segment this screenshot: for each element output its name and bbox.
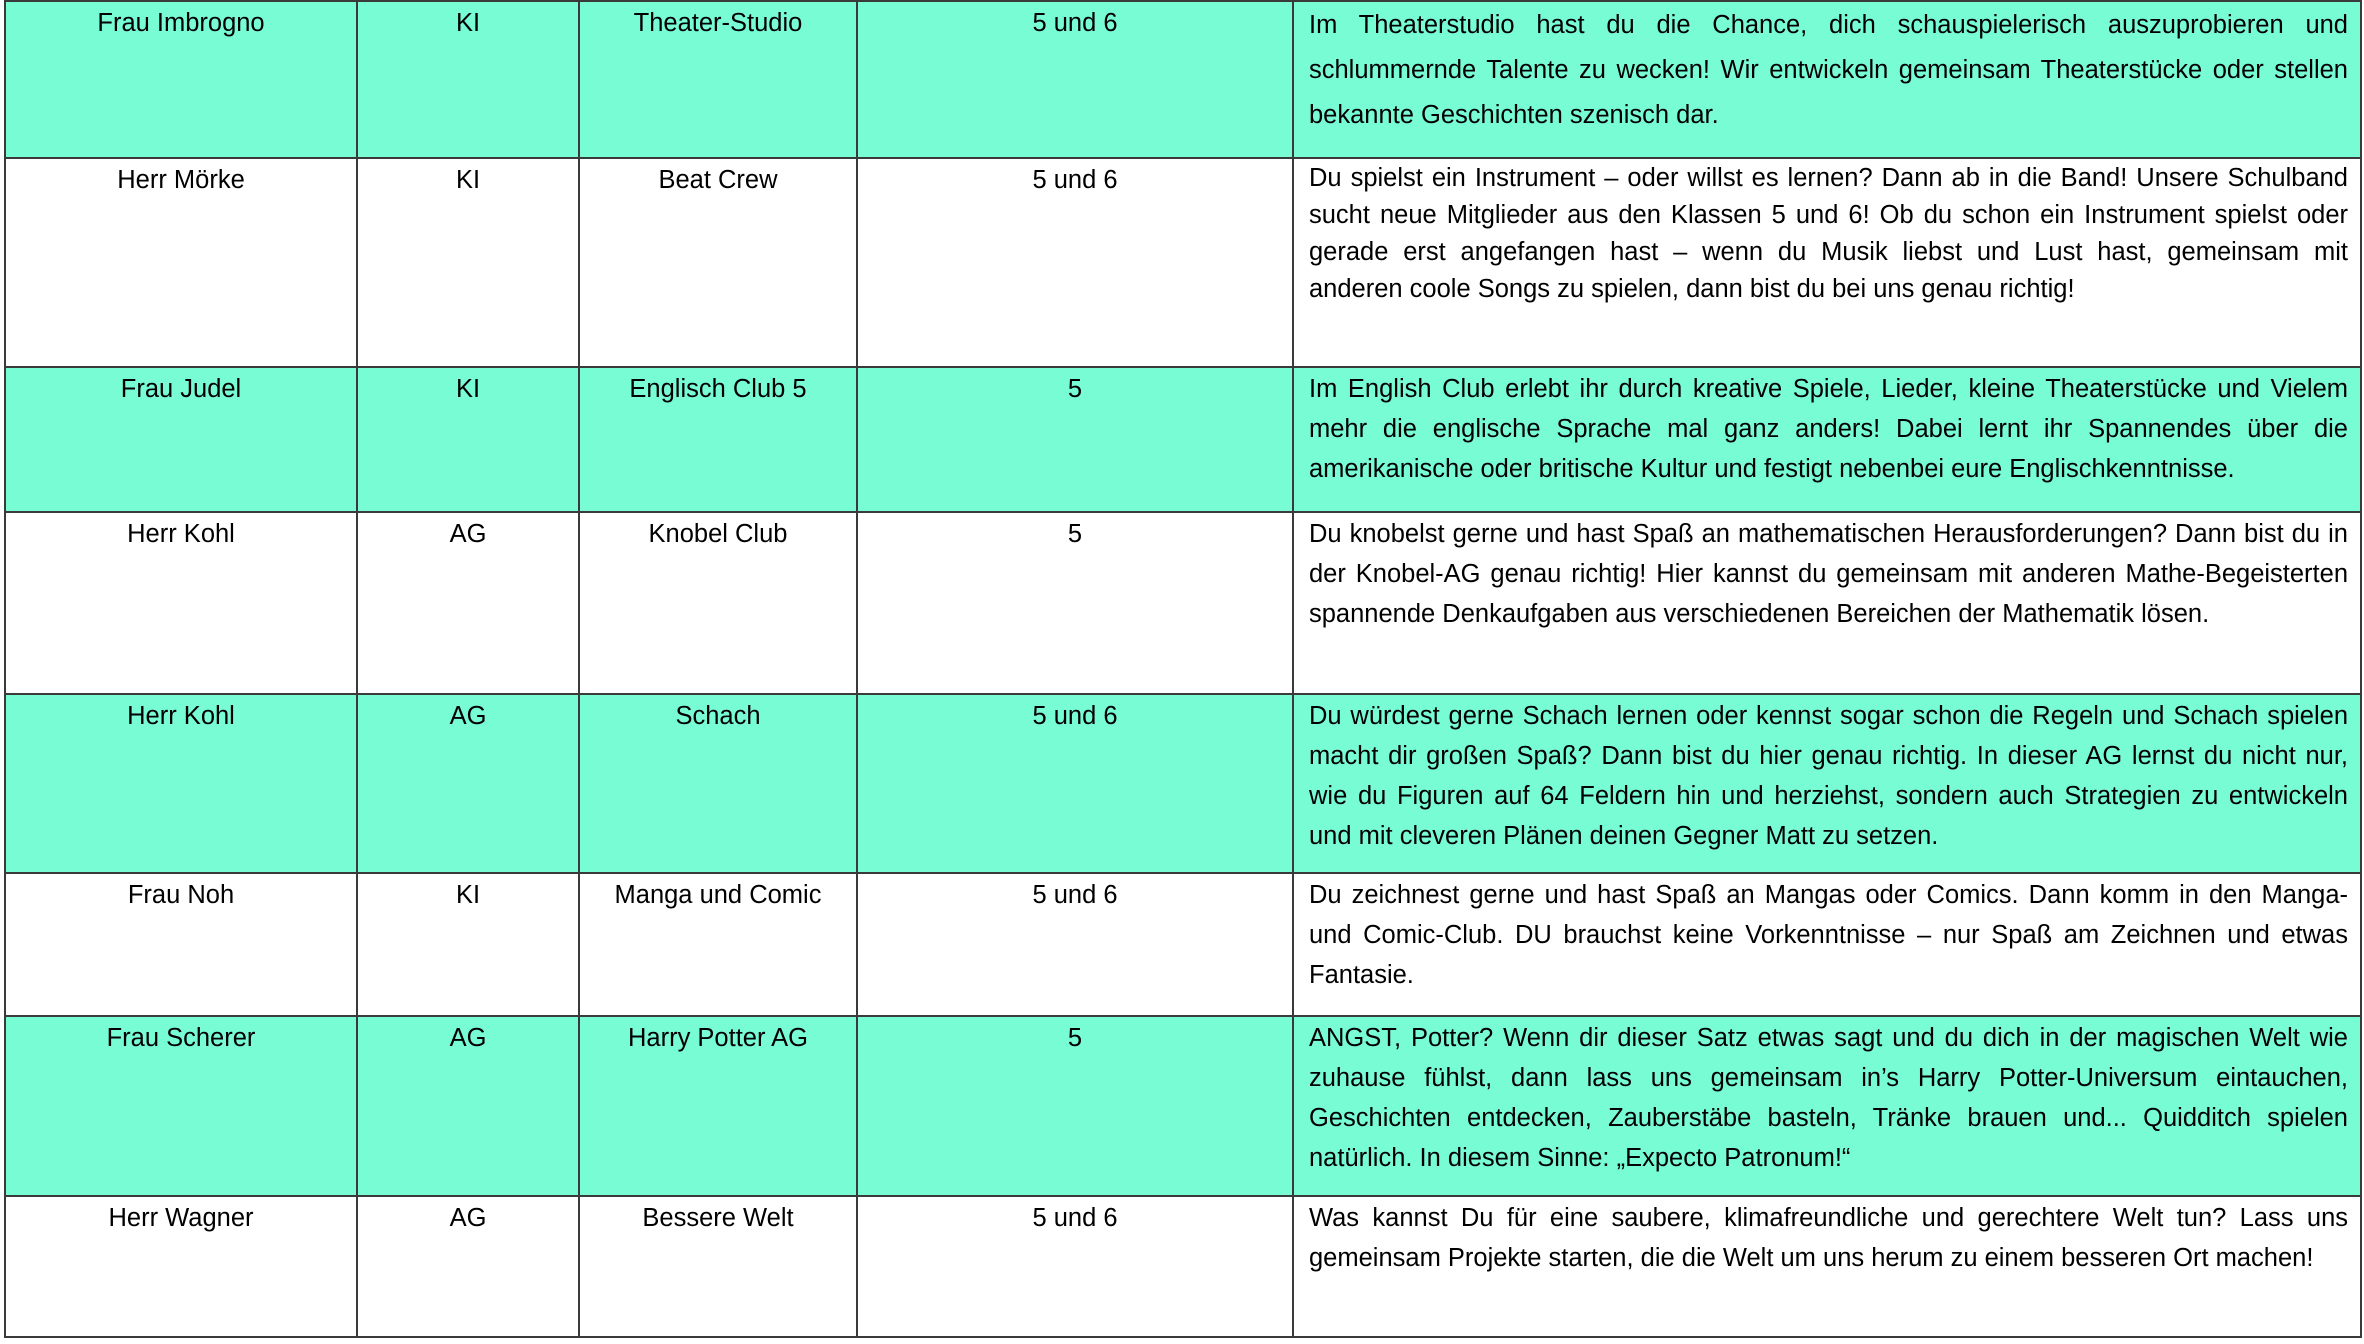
teacher-cell: Frau Noh: [5, 873, 357, 1016]
title-cell: Theater-Studio: [579, 1, 857, 158]
grades-cell: 5 und 6: [857, 1, 1293, 158]
type-cell: AG: [357, 512, 579, 694]
type-cell: KI: [357, 873, 579, 1016]
teacher-cell: Herr Kohl: [5, 512, 357, 694]
type-cell: AG: [357, 1196, 579, 1337]
title-cell: Schach: [579, 694, 857, 873]
title-cell: Harry Potter AG: [579, 1016, 857, 1196]
type-cell: AG: [357, 1016, 579, 1196]
type-cell: AG: [357, 694, 579, 873]
table-row: [5, 1196, 2361, 1337]
grades-cell: 5 und 6: [857, 873, 1293, 1016]
grades-cell: 5 und 6: [857, 1196, 1293, 1337]
title-cell: Manga und Comic: [579, 873, 857, 1016]
description-cell: Im Theaterstudio hast du die Chance, dich schauspielerisch auszuprobieren und schlummernde Talente zu wecken! Wir entwickeln gemeinsam Theaterstücke oder stellen bekannte Geschichten szenisch dar.: [1293, 1, 2361, 158]
description-cell: Im English Club erlebt ihr durch kreative Spiele, Lieder, kleine Theaterstücke und Vielem mehr die englische Sprache mal ganz anders! Dabei lernt ihr Spannendes über die amerikanische oder britische Kultur und festigt nebenbei eure Englischkenntnisse.: [1293, 367, 2361, 512]
description-cell: Du würdest gerne Schach lernen oder kennst sogar schon die Regeln und Schach spielen macht dir großen Spaß? Dann bist du hier genau richtig. In dieser AG lernst du nicht nur, wie du Figuren auf 64 Feldern hin und herziehst, sondern auch Strategien zu entwickeln und mit cleveren Plänen deinen Gegner Matt zu setzen.: [1293, 694, 2361, 873]
course-table: [4, 0, 2362, 1338]
grades-cell: 5: [857, 512, 1293, 694]
type-cell: KI: [357, 158, 579, 367]
teacher-cell: Herr Mörke: [5, 158, 357, 367]
teacher-cell: Herr Wagner: [5, 1196, 357, 1337]
teacher-cell: Frau Imbrogno: [5, 1, 357, 158]
description-cell: Du spielst ein Instrument – oder willst es lernen? Dann ab in die Band! Unsere Schulband sucht neue Mitglieder aus den Klassen 5 und 6! Ob du schon ein Instrument spielst oder gerade erst angefangen hast – wenn du Musik liebst und Lust hast, gemeinsam mit anderen coole Songs zu spielen, dann bist du bei uns genau richtig!: [1293, 158, 2361, 367]
table-row: [5, 512, 2361, 694]
title-cell: Beat Crew: [579, 158, 857, 367]
title-cell: Knobel Club: [579, 512, 857, 694]
description-cell: Du zeichnest gerne und hast Spaß an Mangas oder Comics. Dann komm in den Manga- und Comic-Club. DU brauchst keine Vorkenntnisse – nur Spaß am Zeichnen und etwas Fantasie.: [1293, 873, 2361, 1016]
table-row: [5, 367, 2361, 512]
grades-cell: 5: [857, 1016, 1293, 1196]
type-cell: KI: [357, 367, 579, 512]
title-cell: Bessere Welt: [579, 1196, 857, 1337]
title-cell: Englisch Club 5: [579, 367, 857, 512]
teacher-cell: Herr Kohl: [5, 694, 357, 873]
table-row: [5, 1016, 2361, 1196]
table-row: [5, 873, 2361, 1016]
grades-cell: 5 und 6: [857, 158, 1293, 367]
description-cell: Was kannst Du für eine saubere, klimafreundliche und gerechtere Welt tun? Lass uns gemeinsam Projekte starten, die die Welt um uns herum zu einem besseren Ort machen!: [1293, 1196, 2361, 1337]
grades-cell: 5: [857, 367, 1293, 512]
table-row: [5, 1, 2361, 158]
teacher-cell: Frau Judel: [5, 367, 357, 512]
type-cell: KI: [357, 1, 579, 158]
table-row: [5, 694, 2361, 873]
table-row: [5, 158, 2361, 367]
teacher-cell: Frau Scherer: [5, 1016, 357, 1196]
grades-cell: 5 und 6: [857, 694, 1293, 873]
description-cell: Du knobelst gerne und hast Spaß an mathematischen Herausforderungen? Dann bist du in der Knobel-AG genau richtig! Hier kannst du gemeinsam mit anderen Mathe-Begeisterten spannende Denkaufgaben aus verschiedenen Bereichen der Mathematik lösen.: [1293, 512, 2361, 694]
description-cell: ANGST, Potter? Wenn dir dieser Satz etwas sagt und du dich in der magischen Welt wie zuhause fühlst, dann lass uns gemeinsam in’s Harry Potter-Universum eintauchen, Geschichten entdecken, Zauberstäbe basteln, Tränke brauen und... Quidditch spielen natürlich. In diesem Sinne: „Expecto Patronum!“: [1293, 1016, 2361, 1196]
